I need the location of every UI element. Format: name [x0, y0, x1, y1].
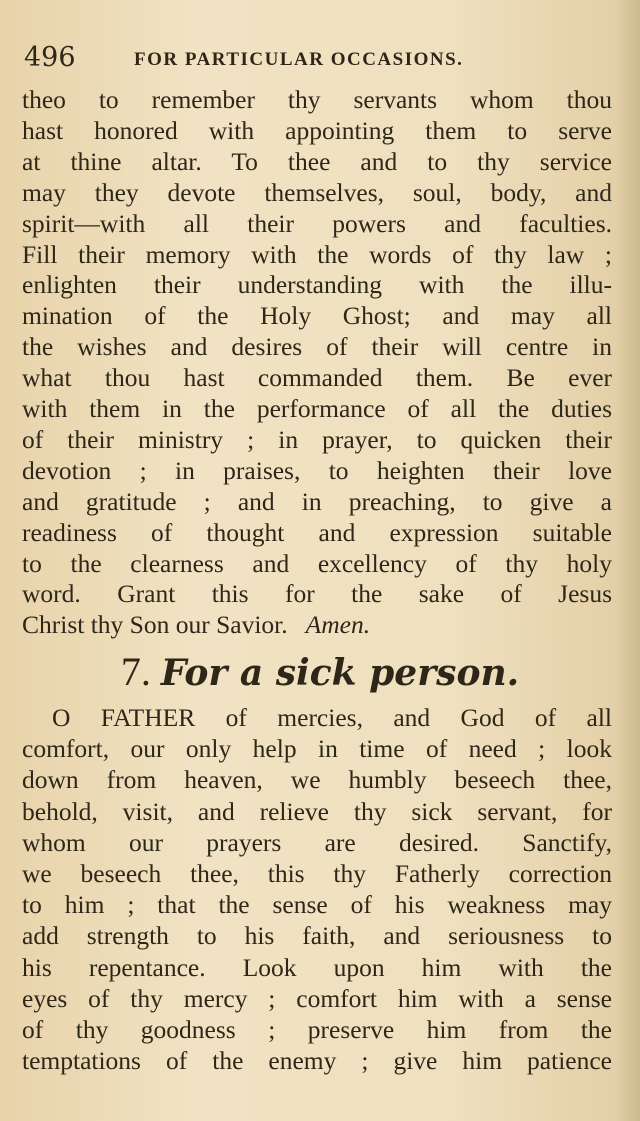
- line-text: to him ; that the sense of his weakness may: [22, 890, 612, 920]
- line-text: whom our prayers are desired. Sanctify,: [22, 827, 612, 857]
- text-line: [22, 1045, 612, 1077]
- text-line: [22, 578, 612, 610]
- text-line: [22, 796, 612, 828]
- page-number: 496: [24, 42, 76, 73]
- line-text: the wishes and desires of their will centre in: [22, 332, 612, 362]
- line-text: of thy goodness ; preserve him from the: [22, 1015, 612, 1044]
- line-text: mination of the Holy Ghost; and may all: [22, 301, 612, 331]
- text-line: [22, 952, 612, 984]
- line-text: theo to remember thy servants whom thou: [22, 85, 612, 114]
- text-line: [22, 920, 612, 952]
- line-text: devotion ; in praises, to heighten their love: [22, 455, 612, 485]
- text-line: [22, 486, 612, 518]
- section-heading: [0, 648, 640, 695]
- text-line: [22, 331, 612, 363]
- text-line: [22, 362, 612, 394]
- line-text: add strength to his faith, and seriousness to: [22, 921, 612, 951]
- text-line: [22, 517, 612, 549]
- text-line: [22, 208, 612, 240]
- text-line: [22, 146, 612, 178]
- section-number: 7.: [120, 649, 151, 694]
- text-line: [22, 548, 612, 580]
- text-line: [22, 858, 612, 890]
- text-line: [22, 764, 612, 796]
- line-text: behold, visit, and relieve thy sick servant, for: [22, 796, 612, 826]
- text-line: [22, 239, 612, 271]
- line-text: of their ministry ; in prayer, to quicken their: [22, 424, 612, 454]
- text-line: [22, 84, 612, 116]
- text-line: [22, 300, 612, 332]
- text-line: [22, 115, 612, 147]
- line-text: eyes of thy mercy ; comfort him with a sense: [22, 983, 612, 1013]
- line-text: Fill their memory with the words of thy law ;: [22, 239, 612, 269]
- line-text: hast honored with appointing them to serve: [22, 115, 612, 145]
- line-text: and gratitude ; and in preaching, to give a: [22, 486, 612, 516]
- line-text: at thine altar. To thee and to thy service: [22, 146, 612, 176]
- text-line: [22, 609, 612, 641]
- line-text: we beseech thee, this thy Fatherly correction: [22, 859, 612, 888]
- line-text: word. Grant this for the sake of Jesus: [22, 579, 612, 609]
- text-line: [22, 827, 612, 859]
- line-text: with them in the performance of all the duties: [22, 394, 612, 423]
- text-line: [22, 983, 612, 1015]
- line-text: what thou hast commanded them. Be ever: [22, 363, 612, 393]
- text-line: [22, 1014, 612, 1046]
- section-title: For a sick person.: [160, 652, 520, 694]
- page-header: [24, 42, 624, 78]
- text-line: [22, 269, 612, 301]
- running-title: FOR PARTICULAR OCCASIONS.: [134, 49, 464, 70]
- text-line: [22, 733, 612, 765]
- line-text: comfort, our only help in time of need ; look: [22, 734, 612, 764]
- line-text: temptations of the enemy ; give him patience: [22, 1046, 612, 1076]
- line-text: enlighten their understanding with the illu-: [22, 270, 612, 300]
- line-text: down from heaven, we humbly beseech thee,: [22, 765, 612, 795]
- line-text: readiness of thought and expression suitable: [22, 517, 612, 547]
- line-text: O FATHER of mercies, and God of all: [52, 703, 612, 732]
- amen-text: Amen.: [305, 610, 371, 640]
- text-line: [22, 393, 612, 425]
- text-line: [22, 455, 612, 487]
- text-line: [22, 424, 612, 456]
- text-line: [22, 889, 612, 921]
- line-text: to the clearness and excellency of thy holy: [22, 548, 612, 578]
- line-text: his repentance. Look upon him with the: [22, 952, 612, 982]
- line-text: spirit—with all their powers and faculties.: [22, 208, 612, 238]
- text-line: [52, 702, 612, 734]
- line-text: Christ thy Son our Savior.: [22, 610, 288, 640]
- text-line: [22, 177, 612, 209]
- line-text: may they devote themselves, soul, body, and: [22, 177, 612, 207]
